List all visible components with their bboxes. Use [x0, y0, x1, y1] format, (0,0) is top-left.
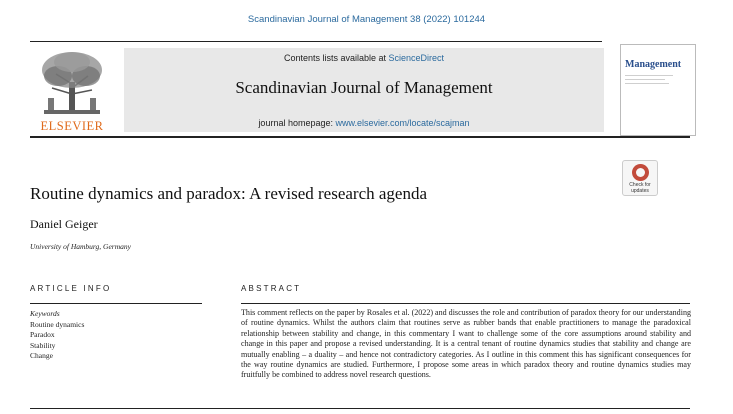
article-info-heading: ARTICLE INFO [30, 284, 112, 293]
cover-line [625, 75, 673, 76]
journal-banner [124, 48, 604, 132]
section-bottom-rule [30, 408, 690, 409]
journal-homepage-link[interactable]: www.elsevier.com/locate/scajman [335, 118, 470, 128]
abstract-rule [241, 303, 690, 304]
contents-line [124, 53, 604, 63]
keywords-title: Keywords [30, 309, 60, 318]
contents-prefix: Contents lists available at [283, 53, 389, 63]
journal-name[interactable]: Scandinavian Journal of Management [235, 78, 493, 97]
sciencedirect-link[interactable]: ScienceDirect [388, 53, 445, 63]
article-info-rule [30, 303, 202, 304]
keywords-list [30, 309, 84, 362]
elsevier-logo[interactable] [30, 48, 114, 134]
header-bottom-rule [30, 136, 690, 138]
keyword-item: Change [30, 351, 53, 360]
cover-line [625, 79, 665, 80]
check-for-updates-button[interactable] [622, 160, 658, 196]
article-title: Routine dynamics and paradox: A revised research agenda [30, 184, 428, 203]
check-for-updates-label: Check for updates [629, 182, 651, 194]
cover-line [625, 83, 669, 84]
abstract-body: This comment reflects on the paper by Rosales et al. (2022) and discusses the role and contribution of paradox theory for our understanding of routine dynamics. Whilst the authors claim that routines serve as rubber bands that enable practitioners to manage the paradoxical relationship between stability and change, in this commentary I want to challenge some of the core assumptions around stability and change in this paper and propose a revised understanding. It is a central tenant of routine dynamics studies that stability and change are mutually enabling – a duality – and hence not contradictory categories. As I outline in this comment this has significant consequences for the way routine dynamics are studied. Furthermore, I propose some areas in which paradox theory and routine dynamics studies may fruitfully be combined to address novel research questions. [241, 308, 691, 380]
cover-title: Management [625, 59, 682, 70]
keyword-item: Routine dynamics [30, 319, 85, 329]
elsevier-tree-icon [34, 48, 110, 120]
header-top-rule [30, 41, 602, 42]
author-name[interactable]: Daniel Geiger [30, 217, 98, 231]
keyword-item: Paradox [30, 330, 55, 339]
crossmark-icon [632, 164, 649, 181]
elsevier-wordmark: ELSEVIER [40, 119, 104, 133]
homepage-prefix: journal homepage: [258, 118, 336, 128]
abstract-heading: ABSTRACT [241, 284, 302, 293]
keyword-item: Stability [30, 340, 56, 350]
journal-cover-thumbnail[interactable] [620, 44, 696, 136]
journal-citation[interactable]: Scandinavian Journal of Management 38 (2022) 101244 [247, 14, 486, 25]
homepage-line [124, 118, 604, 128]
author-affiliation: University of Hamburg, Germany [30, 242, 131, 251]
